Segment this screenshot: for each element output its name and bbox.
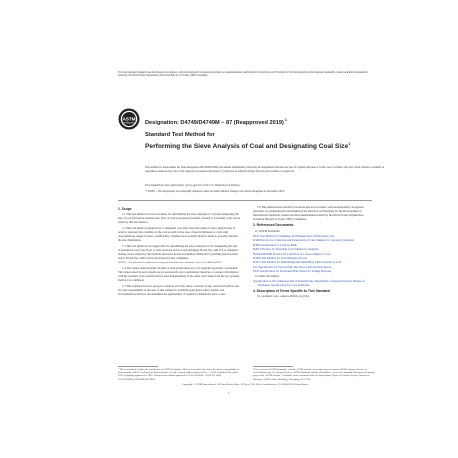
page-number: 1 [228, 391, 230, 395]
footnote-divider-right [253, 366, 293, 367]
reference-code-link[interactable]: D2013 [253, 247, 261, 252]
astm-logo [118, 108, 140, 130]
paragraph: 1.1 This test method covers procedures for determining the sieve analysis of coal and designating the size of coal from sieve analysis data. Raw as well as prepared (crushed, cleaned or screened) coals can be tested by this test method. [118, 212, 240, 225]
paragraph: 1.5 This standard does not purport to address all of the safety concerns, if any, associated with its use. It is the responsibility of the user of this standard to establish appropriate safety, health, and environmental practices and determine the applicability of regulatory limitations prior to use. [118, 283, 240, 297]
reference-title-link[interactable]: Practice for Collection of a Gross Sample of Coal [272, 251, 331, 256]
reference-title-link[interactable]: Specification for Perforated-Plate Sieves for Testing Purposes [259, 269, 332, 274]
paragraph: 1.4 The values stated in either SI units or inch-pound units are to be regarded separately as standard. The values stated in each system are not necessarily exact equivalents; therefore, to ensure conformance with the standard, each system shall be used independently of the other, and values from the two systems shall not be combined. [118, 266, 240, 283]
terms-heading: 3. Description of Terms Specific to This Standard [253, 289, 330, 294]
paragraph: 1.3 This test method is not applicable for determining the sieve analysis nor for designating the size of pulverized coal. (See Note 1.) Size fractions down to and including 38 µm (No. 400 U.S.A. Standard Series) can be treated by the methods discussed in this test method. Methods for handling size fractions below 38 µm (No. 400) will be developed by this committee. [118, 243, 238, 260]
reference-title-link[interactable]: Classification of Coals by Rank [260, 242, 297, 247]
intro-paragraph: 1.6 This international standard was developed in accordance with internationally recognized principles on standardization established in the Decision on Principles for the Development of International Standards, Guides and Recommendations issued by the World Trade Organization Technical Barriers to Trade (TBT) Committee. [253, 205, 364, 222]
section-heading: 1. Scope [118, 207, 132, 211]
reference-code-link[interactable]: D388 [253, 242, 260, 247]
reference-title-link[interactable]: Practice for Collection and Preparation of Coke Samples for Laboratory Analysis [260, 238, 355, 243]
reference-title-link[interactable]: Test Method for Total Moisture in Coal [261, 256, 308, 261]
right-column [253, 205, 375, 300]
footnote-left: ¹ This test method is under the jurisdiction of ASTM Committee D05 on Coal and Coke and is the direct responsibility of Subcommittee D05.07 on Physical Characteristics of Coal. Current edition approved Dec. 1, 2019. Published December 2019. Originally approved in 1987. Last previous edition approved in 2012 as D4749 – 87(2012). DOI: 10.1520/D4749_D4749M-87R19E01. [118, 368, 240, 381]
reference-list [253, 234, 375, 273]
reference-title-link[interactable]: Test Method for Determining the Washability Characteristics of Coal [261, 260, 342, 265]
reference-code-link[interactable]: E11 [253, 264, 258, 269]
title-sup: 1 [348, 141, 351, 146]
header-notice: This international standard was developed in accordance with internationally recognized principles on standardization established in the Decision on Principles for the Development of International Standards, Guides and Recommendations issued by the World Trade Organization Technical Barriers to Trade (TBT) Committee. [118, 71, 368, 78]
footnote-right: ² For referenced ASTM standards, visit the ASTM website, www.astm.org, or contact ASTM Customer Service at service@astm.org. For Annual Book of ASTM Standards volume information, refer to the standard's Document Summary page on the ASTM website. ³ Available from Commonwealth of Pennsylvania, Dept. of General Services, Bureau of Purchases, 414 N. Office Building, Harrisburg, PA 17125. [253, 368, 375, 381]
footnote-divider-left [118, 366, 158, 367]
page-title [145, 140, 385, 151]
terms-text: 3.1 as-mined coal—same as ROM coal (3.6). [257, 294, 310, 299]
reference-code-link[interactable]: D197 [253, 234, 260, 239]
designation-text: Designation: D4749/D4749M − 87 (Reapproved 2019) [145, 119, 284, 126]
logo-text: ASTM [122, 116, 136, 122]
reference-title-link[interactable]: Test Method for Sampling and Fineness Test of Pulverized Coal [260, 234, 335, 239]
note-text: NOTE 1—For pulverized or pulverized coal go to fixed time sieve fractions, refer to Test Method D197. [118, 261, 223, 265]
designation [145, 118, 287, 126]
other-document-link[interactable]: Specification G-56 Commonwealth of Pennsylvania, Department of General Services, Bureau of Purchases, Specification for Coal-Anthracite [253, 279, 365, 288]
approval-text: This standard has been approved for use by agencies of the U.S. Department of Defense. [145, 184, 241, 187]
title-main: Performing the Sieve Analysis of Coal and Designating Coal Size [145, 143, 349, 151]
paragraph: 1.2 This test method explains how to designate coal sizes from the results of sieve analysis data in order to represent the condition of the coal as sold. In the case of special mixtures or coals with noncontinuous ranges of sizes, a sufficiently complete sieve analysis must be made to properly describe the size distribution. [118, 225, 238, 243]
reference-code-link[interactable]: E323 [253, 269, 260, 274]
copyright-footer: Copyright © ASTM International, 100 Barr Harbor Drive, PO Box C700, West Conshohocken, PA 19428-2959. United States [182, 383, 308, 386]
editorial-note: ´1 NOTE—The designation was editorially updated to dual and other editorial changes were made throughout in December 2019. [145, 190, 285, 193]
referenced-documents-heading: 2. Referenced Documents [253, 223, 294, 228]
astm-standards-subheading: 2.1 ASTM Standards: [255, 228, 281, 233]
reference-title-link[interactable]: Practice for Preparing Coal Samples for Analysis [261, 247, 319, 252]
other-document-subheading: 2.2 Other Document: [255, 273, 280, 278]
reference-code-link[interactable]: D346 [253, 238, 260, 243]
reference-code-link[interactable]: D2234/D2234M [253, 251, 273, 256]
left-column [118, 205, 240, 298]
designation-sup: ´1 [283, 118, 287, 122]
preliminary-text: This standard is issued under the fixed designation D4749/D4749M; the number immediately following the designation indicates the year of original adoption or, in the case of revision, the year of last revision. A number in parentheses indicates the year of last reapproval. A superscript epsilon (´) indicates an editorial change since the last revision or reapproval. [145, 166, 385, 173]
reference-code-link[interactable]: D3302 [253, 256, 261, 261]
divider [118, 200, 372, 201]
title-label: Standard Test Method for [145, 132, 215, 138]
reference-code-link[interactable]: D4371 [253, 260, 261, 265]
reference-title-link[interactable]: Specification for Woven Wire Test Sieve Cloth and Test Sieves [258, 264, 332, 269]
logo-subtext: INTERNATIONAL [123, 123, 135, 125]
